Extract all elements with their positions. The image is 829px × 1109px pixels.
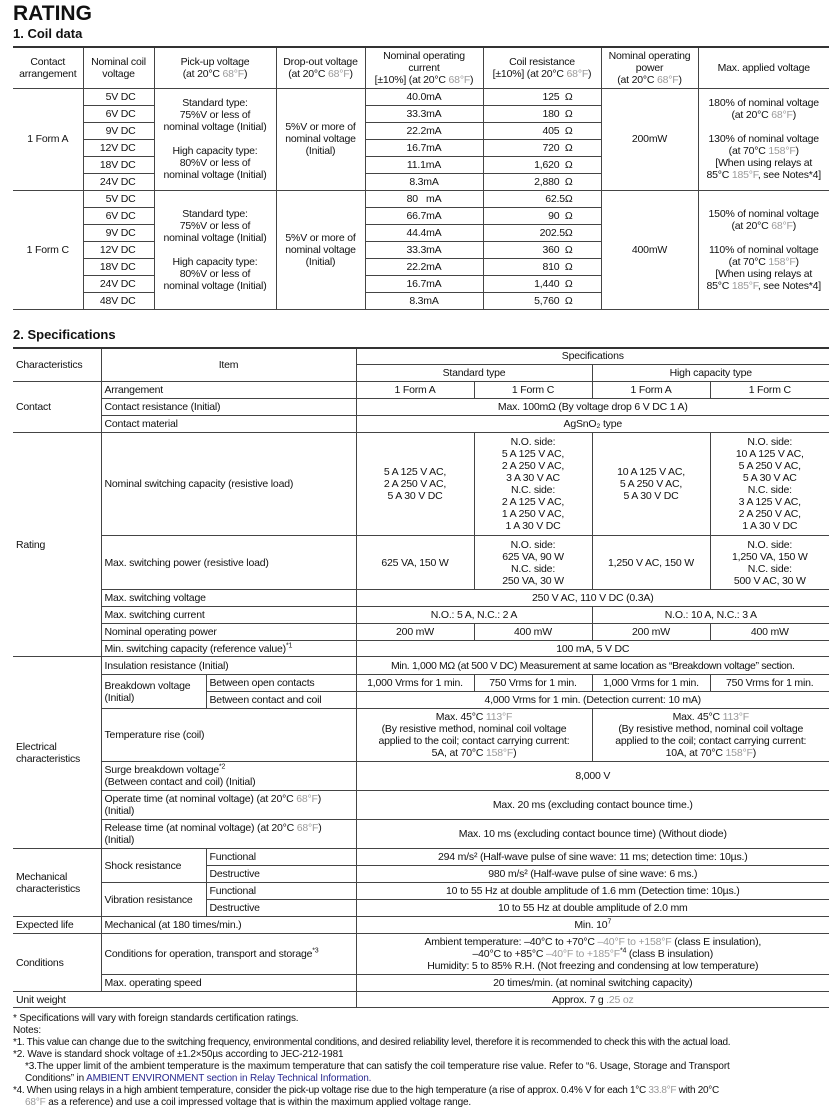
header-nominal-voltage: Nominal coil voltage (83, 47, 154, 88)
item-temperature-rise: Temperature rise (coil) (101, 709, 356, 762)
coil-resistance: 720 Ω (483, 139, 601, 156)
coil-resistance: 405 Ω (483, 122, 601, 139)
value-cell: N.O.: 10 A, N.C.: 3 A (592, 607, 829, 624)
value-cell: N.O. side: 10 A 125 V AC, 5 A 250 V AC, 5 A 30 V AC N.C. side: 3 A 125 V AC, 2 A 250 V AC, 1 A 30 V DC (710, 433, 829, 536)
item-nominal-operating-power: Nominal operating power (101, 624, 356, 641)
char-mechanical: Mechanical characteristics (13, 849, 101, 917)
coil-resistance: 180 Ω (483, 105, 601, 122)
value-cell: 10 A 125 V AC, 5 A 250 V AC, 5 A 30 V DC (592, 433, 710, 536)
item-destructive: Destructive (206, 900, 356, 917)
page-title: RATING (13, 2, 92, 25)
value-cell: N.O. side: 625 VA, 90 W N.C. side: 250 VA, 30 W (474, 536, 592, 590)
pickup-voltage: Standard type: 75%V or less of nominal voltage (Initial) High capacity type: 80%V or less of nominal voltage (Initial) (154, 88, 276, 190)
char-contact: Contact (13, 382, 101, 433)
nominal-coil-voltage: 6V DC (83, 207, 154, 224)
nominal-coil-voltage: 18V DC (83, 156, 154, 173)
operating-current: 44.4mA (365, 224, 483, 241)
operating-power: 200mW (601, 88, 698, 190)
item-between-contact-and-coil: Between contact and coil (206, 692, 356, 709)
nominal-coil-voltage: 5V DC (83, 190, 154, 207)
operating-current: 33.3mA (365, 241, 483, 258)
operating-current: 16.7mA (365, 139, 483, 156)
item-arrangement: Arrangement (101, 382, 356, 399)
item-mechanical-life: Mechanical (at 180 times/min.) (101, 917, 356, 934)
value-cell: Ambient temperature: –40°C to +70°C –40°F to +158°F (class E insulation), –40°C to +85°C –40°F to $+185^\circ F^{*4}$ (class B insulation) Humidity: 5 to 85% R.H. (Not freezing and condensing at low temperature) (356, 934, 829, 975)
nominal-coil-voltage: 9V DC (83, 122, 154, 139)
value-cell: 750 Vrms for 1 min. (710, 675, 829, 692)
header-pickup: Pick-up voltage (at 20°C 68°F) (154, 47, 276, 88)
value-cell: Max. 100mΩ (By voltage drop 6 V DC 1 A) (356, 399, 829, 416)
operating-current: 8.3mA (365, 173, 483, 190)
value-cell: N.O. side: 1,250 VA, 150 W N.C. side: 500 V AC, 30 W (710, 536, 829, 590)
coil-resistance: 62.5Ω (483, 190, 601, 207)
value-cell: 1,000 Vrms for 1 min. (592, 675, 710, 692)
note-star: * Specifications will vary with foreign standards certification ratings. (13, 1013, 299, 1024)
coil-resistance: 1,440 Ω (483, 275, 601, 292)
dropout-voltage: 5%V or more of nominal voltage (Initial) (276, 190, 365, 309)
value-cell: N.O.: 5 A, N.C.: 2 A (356, 607, 592, 624)
value-cell: 1 Form C (474, 382, 592, 399)
header-item: Item (101, 348, 356, 382)
item-min-switching-capacity: Min. switching capacity (reference value)$^{*1}$ (101, 641, 356, 657)
value-cell: 294 m/s² (Half-wave pulse of sine wave: 11 ms; detection time: 10µs.) (356, 849, 829, 866)
item-max-operating-speed: Max. operating speed (101, 975, 356, 992)
value-cell: 1 Form A (592, 382, 710, 399)
item-surge-breakdown-voltage: Surge breakdown voltage$^{*2}$ (Between contact and coil) (Initial) (101, 762, 356, 791)
item-release-time: Release time (at nominal voltage) (at 20°C 68°F) (Initial) (101, 820, 356, 849)
nominal-coil-voltage: 12V DC (83, 241, 154, 258)
item-destructive: Destructive (206, 866, 356, 883)
pickup-voltage: Standard type: 75%V or less of nominal voltage (Initial) High capacity type: 80%V or less of nominal voltage (Initial) (154, 190, 276, 309)
coil-resistance: 90 Ω (483, 207, 601, 224)
coil-header-row (13, 47, 829, 88)
operating-current: 40.0mA (365, 88, 483, 105)
coil-resistance: 5,760 Ω (483, 292, 601, 309)
coil-resistance: 202.5Ω (483, 224, 601, 241)
operating-current: 33.3mA (365, 105, 483, 122)
header-specifications: Specifications (356, 348, 829, 365)
coil-resistance: 2,880 Ω (483, 173, 601, 190)
header-power: Nominal operating power (at 20°C 68°F) (601, 47, 698, 88)
operating-current: 66.7mA (365, 207, 483, 224)
value-cell: 400 mW (710, 624, 829, 641)
operating-current: 80 mA (365, 190, 483, 207)
header-contact: Contact arrangement (13, 47, 83, 88)
value-cell: 10 to 55 Hz at double amplitude of 2.0 mm (356, 900, 829, 917)
value-cell: 1 Form A (356, 382, 474, 399)
item-max-switching-current: Max. switching current (101, 607, 356, 624)
nominal-coil-voltage: 6V DC (83, 105, 154, 122)
specifications-table (13, 347, 829, 1009)
max-applied-voltage: 180% of nominal voltage (at 20°C 68°F) 130% of nominal voltage (at 70°C 158°F) [When using relays at 85°C 185°F, see Notes*4] (698, 88, 829, 190)
value-cell: 750 Vrms for 1 min. (474, 675, 592, 692)
value-cell: 200 mW (592, 624, 710, 641)
value-cell: Max. 45°C 113°F (By resistive method, nominal coil voltage applied to the coil; contact carrying current: 5A, at 70°C 158°F) (356, 709, 592, 762)
item-functional: Functional (206, 883, 356, 900)
item-max-switching-voltage: Max. switching voltage (101, 590, 356, 607)
operating-power: 400mW (601, 190, 698, 309)
char-conditions: Conditions (13, 934, 101, 992)
coil-data-table (13, 46, 829, 310)
value-cell: 5 A 125 V AC, 2 A 250 V AC, 5 A 30 V DC (356, 433, 474, 536)
operating-current: 8.3mA (365, 292, 483, 309)
coil-row (13, 190, 829, 207)
value-cell: Max. 20 ms (excluding contact bounce time.) (356, 791, 829, 820)
note-2: *2. Wave is standard shock voltage of ±1.2×50µs according to JEC-212-1981 (13, 1049, 344, 1060)
value-cell: N.O. side: 5 A 125 V AC, 2 A 250 V AC, 3 A 30 V AC N.C. side: 2 A 125 V AC, 1 A 250 V AC, 1 A 30 V DC (474, 433, 592, 536)
item-vibration-resistance: Vibration resistance (101, 883, 206, 917)
char-electrical: Electrical characteristics (13, 657, 101, 849)
item-operating-conditions: Conditions for operation, transport and storage$^{*3}$ (101, 934, 356, 975)
item-operate-time: Operate time (at nominal voltage) (at 20°C 68°F) (Initial) (101, 791, 356, 820)
nominal-coil-voltage: 48V DC (83, 292, 154, 309)
item-functional: Functional (206, 849, 356, 866)
nominal-coil-voltage: 18V DC (83, 258, 154, 275)
item-max-switching-power: Max. switching power (resistive load) (101, 536, 356, 590)
nominal-coil-voltage: 24V DC (83, 275, 154, 292)
value-cell: 1,000 Vrms for 1 min. (356, 675, 474, 692)
char-unit-weight: Unit weight (13, 992, 356, 1008)
char-rating: Rating (13, 433, 101, 657)
header-characteristics: Characteristics (13, 348, 101, 382)
coil-resistance: 360 Ω (483, 241, 601, 258)
value-cell: 400 mW (474, 624, 592, 641)
value-cell: 100 mA, 5 V DC (356, 641, 829, 657)
value-cell: 1 Form C (710, 382, 829, 399)
spec-section-title: 2. Specifications (13, 326, 116, 342)
value-cell: 8,000 V (356, 762, 829, 791)
value-cell: Max. 45°C 113°F (By resistive method, nominal coil voltage applied to the coil; contact carrying current: 10A, at 70°C 158°F) (592, 709, 829, 762)
operating-current: 11.1mA (365, 156, 483, 173)
coil-resistance: 810 Ω (483, 258, 601, 275)
note-4: *4. When using relays in a high ambient temperature, consider the pick-up voltage rise due to the high temperature (a rise of approx. 0.4% V for each 1°C 33.8°F with 20°C (13, 1085, 719, 1096)
value-cell: 980 m/s² (Half-wave pulse of sine wave: 6 ms.) (356, 866, 829, 883)
value-cell: AgSnO₂ type (356, 416, 829, 433)
header-high-capacity-type: High capacity type (592, 365, 829, 382)
value-cell: 1,250 V AC, 150 W (592, 536, 710, 590)
notes-heading: Notes: (13, 1025, 42, 1036)
value-cell: 20 times/min. (at nominal switching capacity) (356, 975, 829, 992)
value-cell: Approx. 7 g .25 oz (356, 992, 829, 1008)
item-shock-resistance: Shock resistance (101, 849, 206, 883)
header-resistance: Coil resistance [±10%] (at 20°C 68°F) (483, 47, 601, 88)
note-3: *3.The upper limit of the ambient temperature is the maximum temperature that can satisfy the coil temperature rise value. Refer to “6. Usage, Storage and Transport (25, 1061, 730, 1072)
operating-current: 16.7mA (365, 275, 483, 292)
value-cell: Max. 10 ms (excluding contact bounce time) (Without diode) (356, 820, 829, 849)
value-cell: 200 mW (356, 624, 474, 641)
nominal-coil-voltage: 24V DC (83, 173, 154, 190)
dropout-voltage: 5%V or more of nominal voltage (Initial) (276, 88, 365, 190)
header-dropout: Drop-out voltage (at 20°C 68°F) (276, 47, 365, 88)
item-between-open-contacts: Between open contacts (206, 675, 356, 692)
value-cell: 4,000 Vrms for 1 min. (Detection current: 10 mA) (356, 692, 829, 709)
header-current: Nominal operating current [±10%] (at 20°C 68°F) (365, 47, 483, 88)
value-cell: 625 VA, 150 W (356, 536, 474, 590)
note-1: *1. This value can change due to the switching frequency, environmental conditions, and desired reliability level, therefore it is recommended to check this with the actual load. (13, 1037, 731, 1048)
value-cell: 10 to 55 Hz at double amplitude of 1.6 mm (Detection time: 10µs.) (356, 883, 829, 900)
header-standard-type: Standard type (356, 365, 592, 382)
item-contact-resistance: Contact resistance (Initial) (101, 399, 356, 416)
value-cell: Min. 1,000 MΩ (at 500 V DC) Measurement at same location as “Breakdown voltage” section. (356, 657, 829, 675)
item-breakdown-voltage: Breakdown voltage (Initial) (101, 675, 206, 709)
nominal-coil-voltage: 12V DC (83, 139, 154, 156)
operating-current: 22.2mA (365, 122, 483, 139)
coil-resistance: 125 Ω (483, 88, 601, 105)
ambient-environment-link[interactable]: AMBIENT ENVIRONMENT section in Relay Technical Information. (86, 1073, 372, 1084)
contact-arrangement: 1 Form A (13, 88, 83, 190)
item-nominal-switching-capacity: Nominal switching capacity (resistive load) (101, 433, 356, 536)
coil-section-title: 1. Coil data (13, 26, 83, 41)
operating-current: 22.2mA (365, 258, 483, 275)
coil-resistance: 1,620 Ω (483, 156, 601, 173)
coil-row (13, 88, 829, 105)
nominal-coil-voltage: 5V DC (83, 88, 154, 105)
value-cell: Min. $10^7$ (356, 917, 829, 934)
item-insulation-resistance: Insulation resistance (Initial) (101, 657, 356, 675)
notes: * Specifications will vary with foreign standards certification ratings. Notes: *1. This value can change due to the switching frequency, environmental conditions, and desired reliability level, therefore it is recommended to check this with the actual load. *2. Wave is standard shock voltage of ±1.2×50µs according to JEC-212-1981 *3.The upper limit of the ambient temperature is the maximum temperature that can satisfy the coil temperature rise value. Refer to “6. Usage, Storage and Transport Conditions” in AMBIENT ENVIRONMENT section in Relay Technical Information. *4. When using relays in a high ambient temperature, consider the pick-up voltage rise due to the high temperature (a rise of approx. 0.4% V for each 1°C 33.8°F with 20°C 68°F as a reference) and use a coil impressed voltage that is within the maximum applied voltage range. (13, 1013, 829, 1109)
max-applied-voltage: 150% of nominal voltage (at 20°C 68°F) 110% of nominal voltage (at 70°C 158°F) [When using relays at 85°C 185°F, see Notes*4] (698, 190, 829, 309)
item-contact-material: Contact material (101, 416, 356, 433)
value-cell: 250 V AC, 110 V DC (0.3A) (356, 590, 829, 607)
header-max-voltage: Max. applied voltage (698, 47, 829, 88)
contact-arrangement: 1 Form C (13, 190, 83, 309)
char-expected-life: Expected life (13, 917, 101, 934)
nominal-coil-voltage: 9V DC (83, 224, 154, 241)
